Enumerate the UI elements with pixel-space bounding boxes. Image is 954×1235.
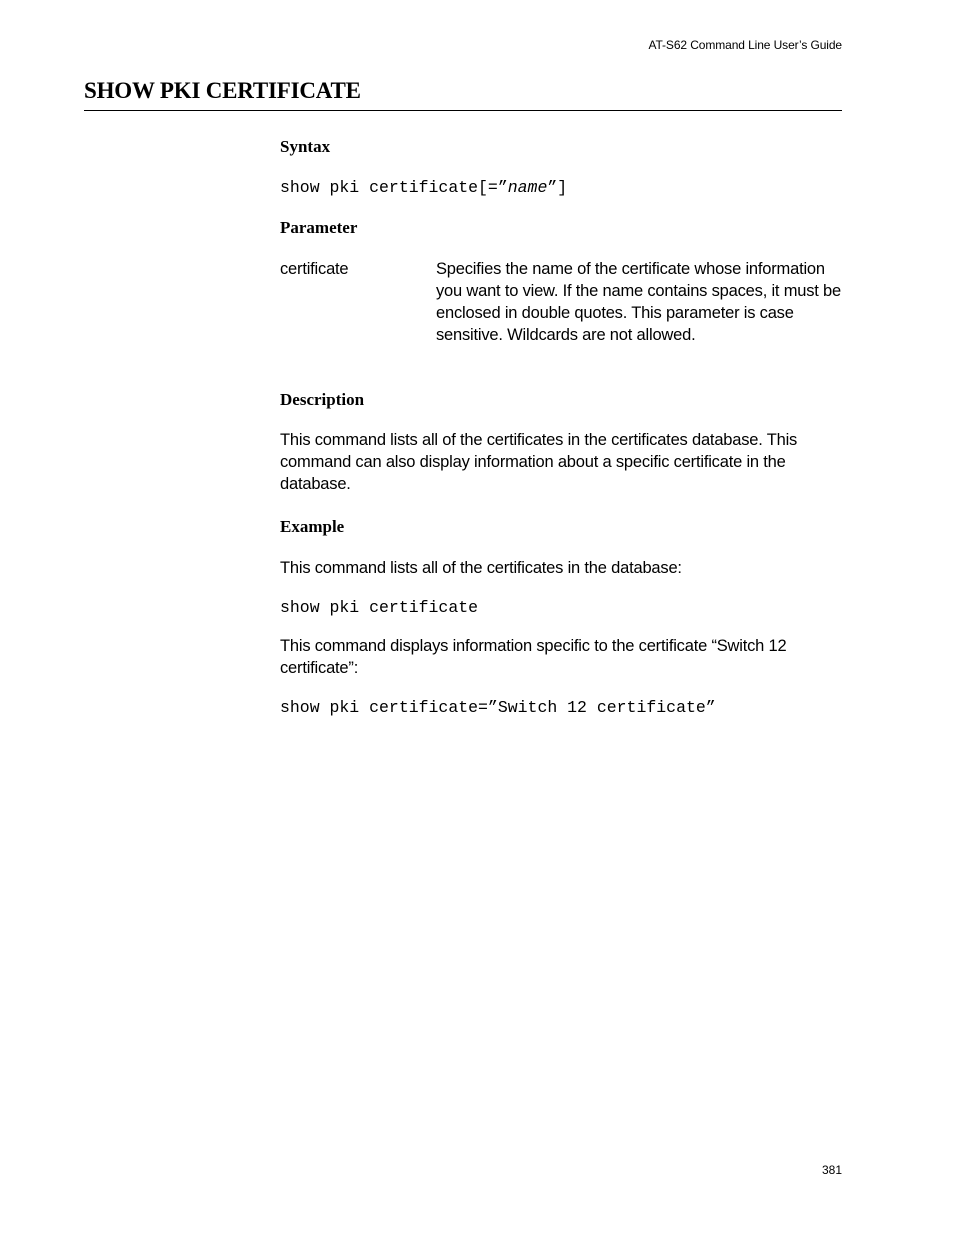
example-command-1: show pki certificate bbox=[280, 598, 479, 617]
syntax-command bbox=[280, 178, 567, 197]
syntax-command-suffix: ”] bbox=[547, 178, 568, 197]
parameter-description: Specifies the name of the certificate whose information you want to view. If the name contains spaces, it must be enclosed in double quotes. This parameter is case sensitive. Wildcards are not allowed. bbox=[436, 260, 841, 344]
example-heading: Example bbox=[280, 517, 345, 536]
syntax-heading: Syntax bbox=[280, 137, 331, 156]
parameter-name: certificate bbox=[280, 260, 349, 278]
title-rule bbox=[84, 110, 842, 111]
running-header: AT-S62 Command Line User’s Guide bbox=[648, 38, 842, 52]
description-heading: Description bbox=[280, 390, 365, 409]
page-number: 381 bbox=[821, 1163, 842, 1177]
description-text: This command lists all of the certificates in the certificates database. This command can also display information about a specific certificate in the database. bbox=[280, 431, 798, 493]
parameter-heading: Parameter bbox=[280, 218, 358, 237]
page-title: SHOW PKI CERTIFICATE bbox=[84, 78, 361, 103]
example-intro-2: This command displays information specific to the certificate “Switch 12 certificate”: bbox=[280, 637, 787, 677]
syntax-command-prefix: show pki certificate[=” bbox=[280, 178, 508, 197]
example-command-2: show pki certificate=”Switch 12 certificate” bbox=[280, 698, 716, 717]
example-intro-1: This command lists all of the certificates in the database: bbox=[280, 559, 682, 577]
syntax-command-arg: name bbox=[507, 178, 548, 197]
